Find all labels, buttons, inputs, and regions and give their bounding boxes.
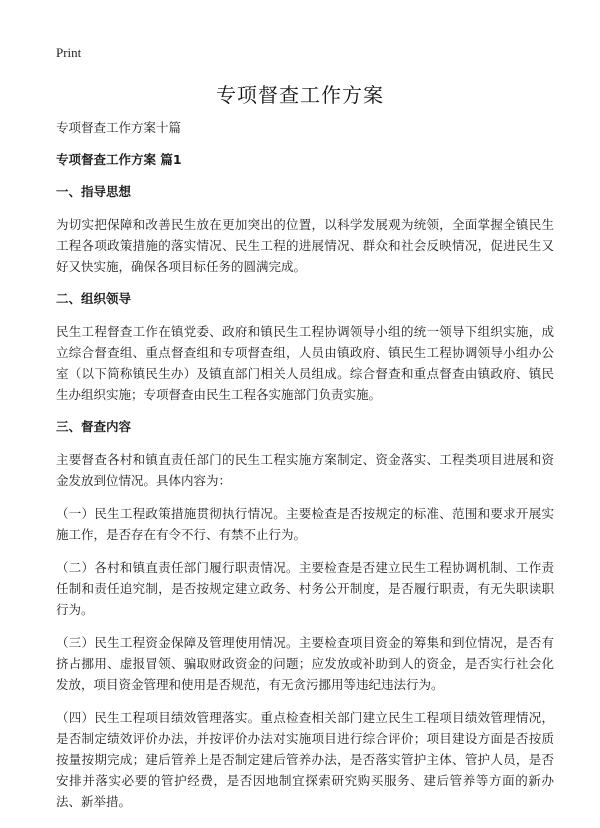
section-heading-guiding-ideology: 一、指导思想 xyxy=(56,184,132,199)
paragraph: （二）各村和镇直责任部门履行职责情况。主要检查是否建立民生工程协调机制、工作责任制和责任追究制，是否按规定建立政务、村务公开制度，是否履行职责，有无失职读职行为。 xyxy=(56,560,554,617)
paragraph: （三）民生工程资金保障及管理使用情况。主要检查项目资金的筹集和到位情况，是否有挤占挪用、虚报冒领、骗取财政资金的问题；应发放或补助到人的资金，是否实行社会化发放，项目资金管理和使用是否规范，有无贪污挪用等违纪违法行为。 xyxy=(56,635,554,692)
print-label: Print xyxy=(56,45,82,60)
document-subtitle: 专项督查工作方案十篇 xyxy=(56,120,182,135)
page-title: 专项督查工作方案 xyxy=(216,83,384,107)
section-heading-inspection-content: 三、督查内容 xyxy=(56,419,132,434)
article-heading: 专项督查工作方案 篇1 xyxy=(56,152,182,167)
paragraph: （四）民生工程项目绩效管理落实。重点检查相关部门建立民生工程项目绩效管理情况，是否制定绩效评价办法，并按评价办法对实施项目进行综合评价；项目建设方面是否按质按量按期完成；建后管养上是否制定建后管养办法，是否落实管护主体、管护人员，是否安排并落实必要的管护经费，是否因地制宜探索研究购买服务、建后管养等方面的新办法、新举措。 xyxy=(56,710,554,809)
paragraph: 民生工程督查工作在镇党委、政府和镇民生工程协调领导小组的统一领导下组织实施，成立综合督查组、重点督查组和专项督查组，人员由镇政府、镇民生工程协调领导小组办公室（以下简称镇民生办）及镇直部门相关人员组成。综合督查和重点督查由镇政府、镇民生办组织实施；专项督查由民生工程各实施部门负责实施。 xyxy=(56,324,554,402)
document-body xyxy=(56,118,554,824)
paragraph: （一）民生工程政策措施贯彻执行情况。主要检查是否按规定的标准、范围和要求开展实施工作，是否存在有令不行、有禁不止行为。 xyxy=(56,506,554,542)
section-heading-organization: 二、组织领导 xyxy=(56,291,132,306)
paragraph: 为切实把保障和改善民生放在更加突出的位置，以科学发展观为统领，全面掌握全镇民生工程各项政策措施的落实情况、民生工程的进展情况、群众和社会反映情况，促进民生又好又快实施，确保各项目标任务的圆满完成。 xyxy=(56,217,554,274)
paragraph: 主要督查各村和镇直责任部门的民生工程实施方案制定、资金落实、工程类项目进展和资金发放到位情况。具体内容为： xyxy=(56,452,554,488)
